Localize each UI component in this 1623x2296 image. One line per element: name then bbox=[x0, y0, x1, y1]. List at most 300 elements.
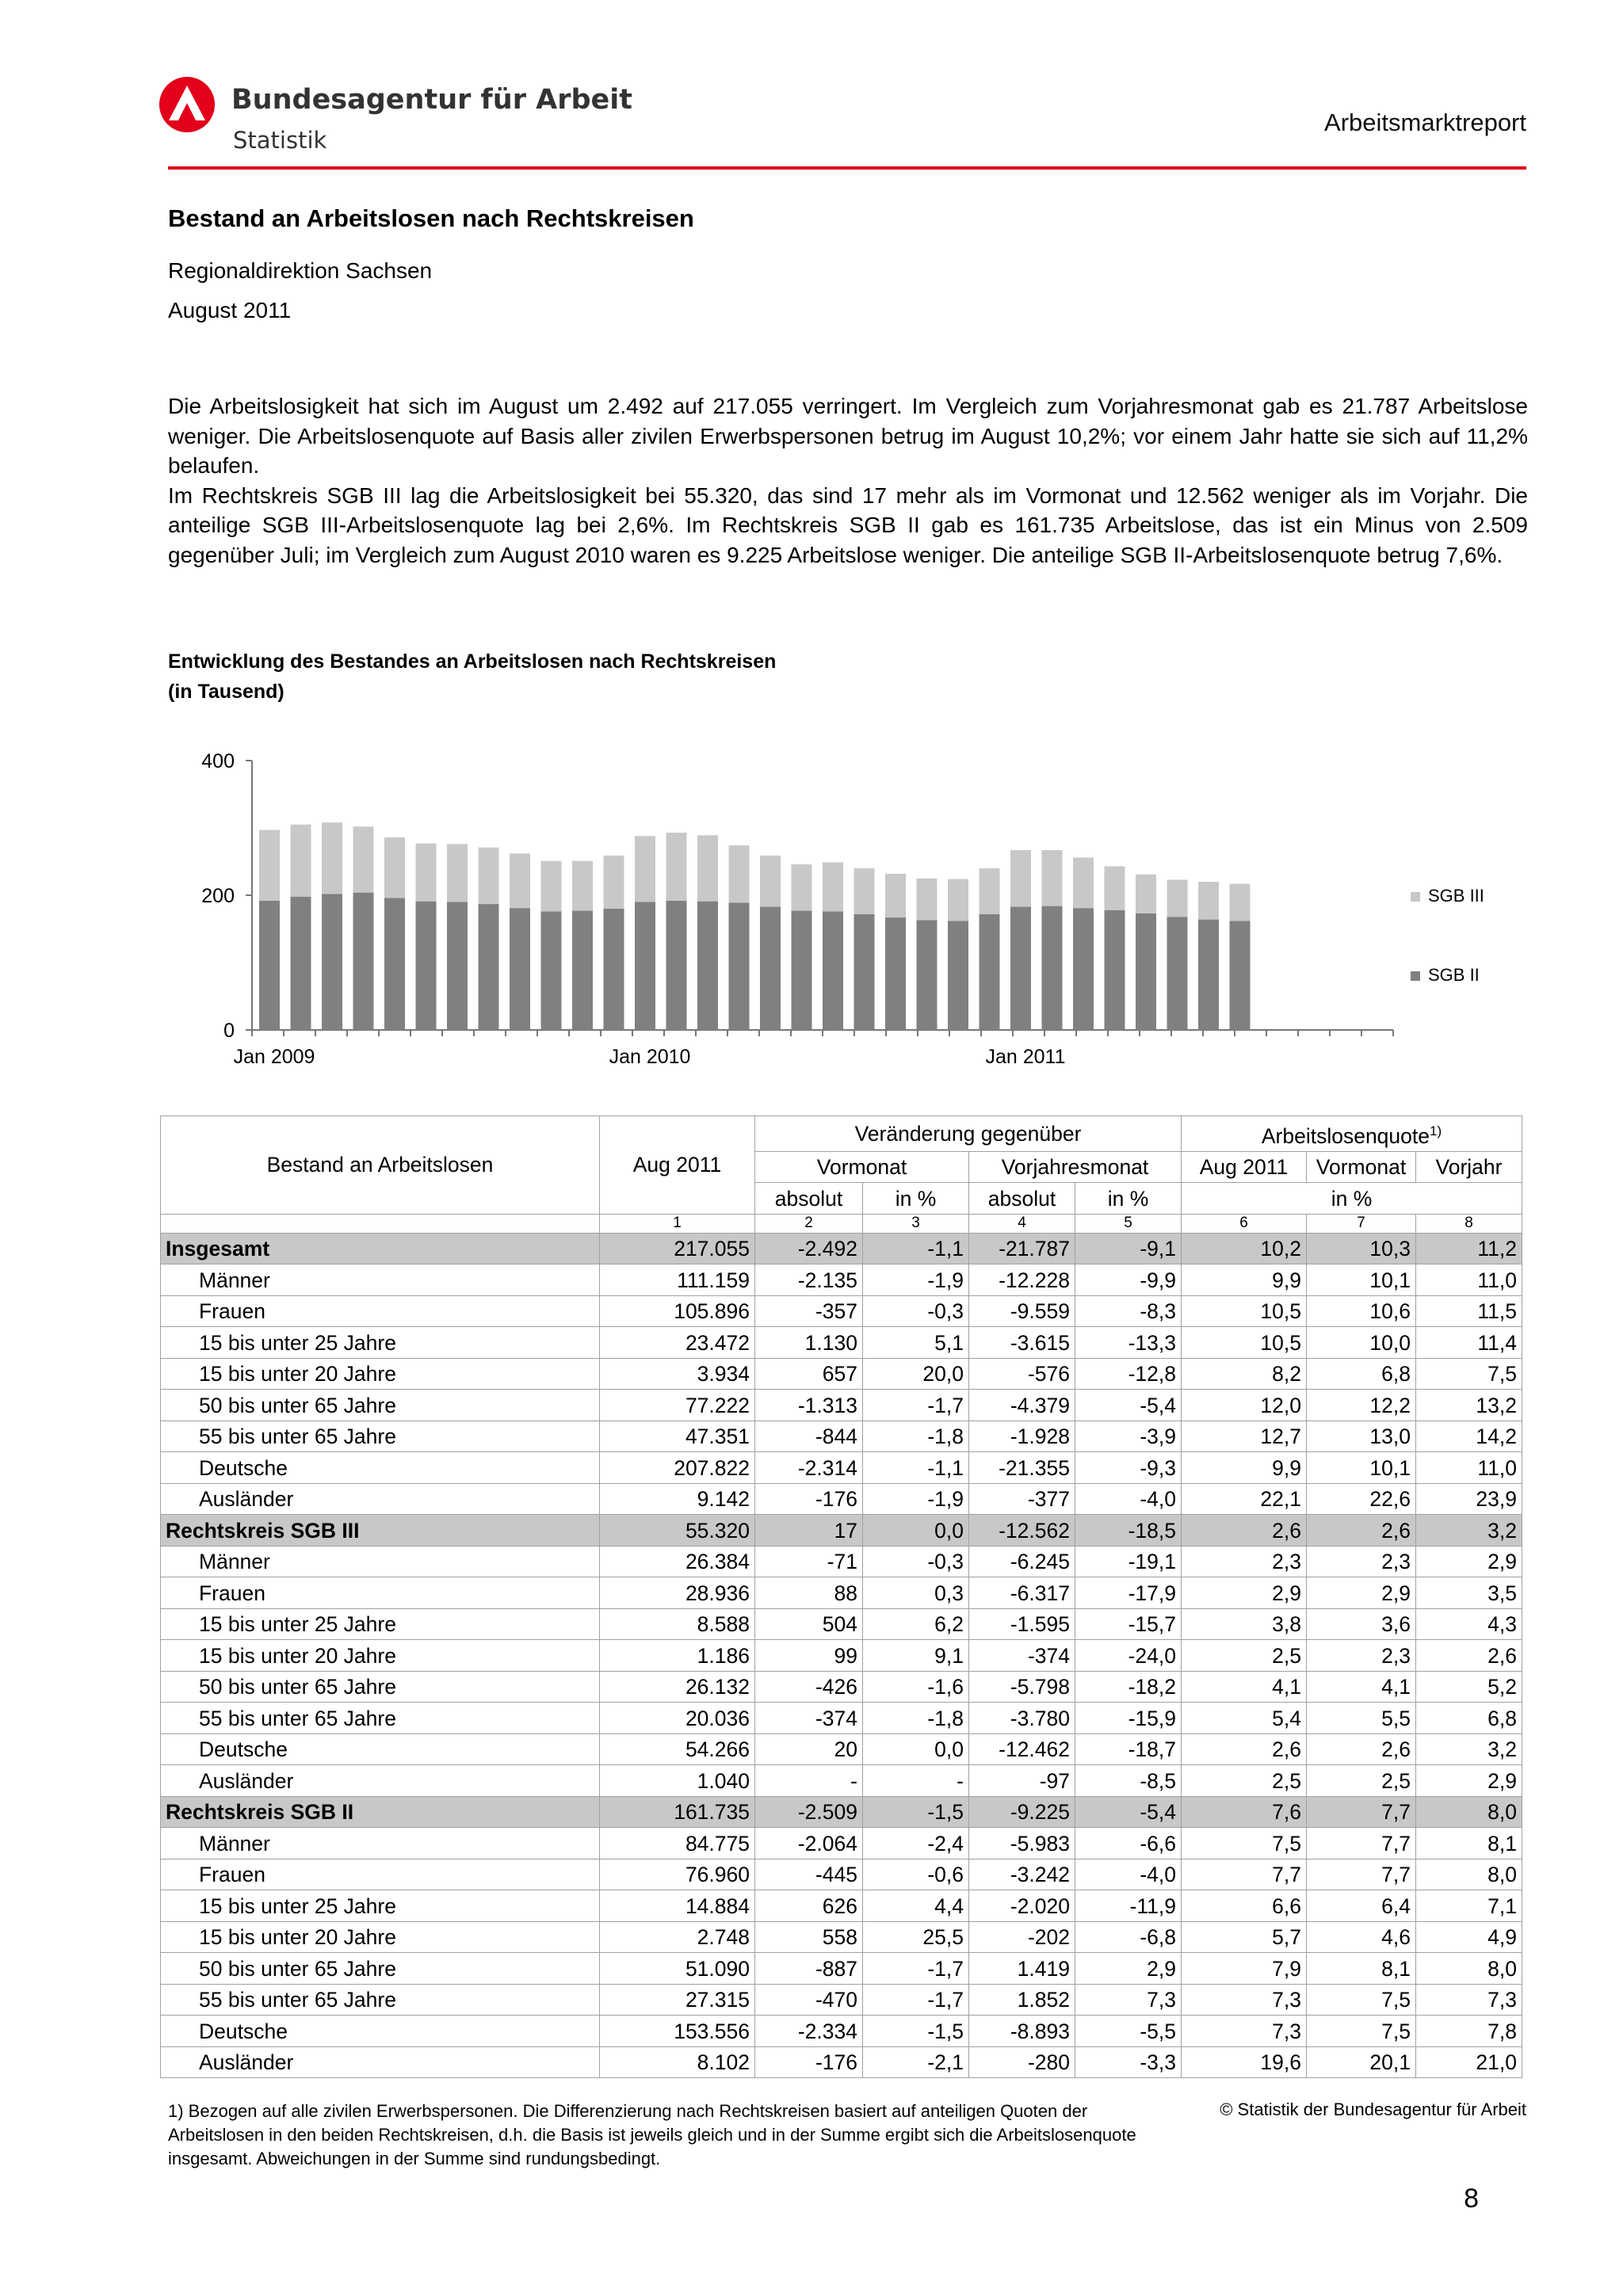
value-cell: -1,5 bbox=[863, 2016, 969, 2047]
value-cell: 7,7 bbox=[1307, 1859, 1416, 1890]
bar-sgb-ii bbox=[1198, 920, 1219, 1030]
value-cell: -18,7 bbox=[1075, 1733, 1182, 1765]
value-cell: 2,5 bbox=[1307, 1765, 1416, 1797]
value-cell: -2.135 bbox=[755, 1264, 863, 1296]
value-cell: 10,2 bbox=[1182, 1233, 1307, 1264]
value-cell: 12,0 bbox=[1182, 1390, 1307, 1421]
bar-sgb-iii bbox=[666, 833, 687, 901]
bar-sgb-ii bbox=[384, 898, 405, 1030]
value-cell: 9,1 bbox=[863, 1640, 969, 1672]
value-cell: 7,7 bbox=[1307, 1828, 1416, 1859]
summary-text bbox=[168, 391, 1528, 570]
section-row bbox=[161, 1796, 1522, 1828]
bar-sgb-iii bbox=[980, 868, 1000, 914]
bar-sgb-ii bbox=[666, 901, 687, 1030]
bar-sgb-ii bbox=[917, 920, 938, 1030]
value-cell: 657 bbox=[755, 1358, 863, 1390]
report-name: Arbeitsmarktreport bbox=[1324, 109, 1526, 136]
value-cell: 7,1 bbox=[1416, 1890, 1522, 1922]
row-label: Frauen bbox=[161, 1859, 600, 1890]
value-cell: 2,9 bbox=[1307, 1577, 1416, 1609]
value-cell: 2,9 bbox=[1075, 1953, 1182, 1985]
value-cell: -71 bbox=[755, 1546, 863, 1577]
table-row bbox=[161, 1733, 1522, 1765]
bar-sgb-ii bbox=[291, 897, 311, 1030]
header-absolut-2: absolut bbox=[969, 1183, 1075, 1215]
table-row bbox=[161, 1390, 1522, 1421]
bar-sgb-ii bbox=[1167, 917, 1188, 1030]
bar-sgb-iii bbox=[1167, 879, 1188, 917]
header-vorjahresmonat: Vorjahresmonat bbox=[969, 1151, 1182, 1183]
bar-sgb-ii bbox=[572, 911, 593, 1030]
value-cell: -176 bbox=[755, 1483, 863, 1515]
bar-sgb-iii bbox=[384, 837, 405, 898]
value-cell: 10,5 bbox=[1182, 1327, 1307, 1359]
value-cell: 7,9 bbox=[1182, 1953, 1307, 1985]
value-cell: 12,2 bbox=[1307, 1390, 1416, 1421]
header-in-pct-2: in % bbox=[1075, 1183, 1182, 1215]
row-label: Deutsche bbox=[161, 1452, 600, 1484]
value-cell: -1,8 bbox=[863, 1703, 969, 1734]
table-body bbox=[161, 1233, 1522, 2078]
header-absolut-1: absolut bbox=[755, 1183, 863, 1215]
value-cell: -6.317 bbox=[969, 1577, 1075, 1609]
table-row bbox=[161, 2016, 1522, 2047]
value-cell: 7,5 bbox=[1416, 1358, 1522, 1390]
value-cell: -5,4 bbox=[1075, 1796, 1182, 1828]
value-cell: 76.960 bbox=[600, 1859, 755, 1890]
value-cell: 1.419 bbox=[969, 1953, 1075, 1985]
value-cell: 2,6 bbox=[1182, 1733, 1307, 1765]
y-tick-label: 200 bbox=[201, 885, 235, 907]
value-cell: 3,2 bbox=[1416, 1733, 1522, 1765]
value-cell: 111.159 bbox=[600, 1264, 755, 1296]
value-cell: 23,9 bbox=[1416, 1483, 1522, 1515]
value-cell: -887 bbox=[755, 1953, 863, 1985]
legend-label-sgb-iii: SGB III bbox=[1428, 886, 1484, 906]
value-cell: 7,7 bbox=[1182, 1859, 1307, 1890]
row-label: 50 bis unter 65 Jahre bbox=[161, 1671, 600, 1703]
value-cell: 7,7 bbox=[1307, 1796, 1416, 1828]
value-cell: -1,1 bbox=[863, 1452, 969, 1484]
header-vormonat: Vormonat bbox=[755, 1151, 969, 1183]
value-cell: 19,6 bbox=[1182, 2046, 1307, 2078]
value-cell: 13,2 bbox=[1416, 1390, 1522, 1421]
value-cell: -24,0 bbox=[1075, 1640, 1182, 1672]
value-cell: 7,8 bbox=[1416, 2016, 1522, 2047]
section-row bbox=[161, 1515, 1522, 1547]
bar-sgb-ii bbox=[541, 911, 562, 1030]
value-cell: -1.595 bbox=[969, 1608, 1075, 1640]
value-cell: -426 bbox=[755, 1671, 863, 1703]
summary-paragraph-1: Die Arbeitslosigkeit hat sich im August um 2.492 auf 217.055 verringert. Im Vergleich zum Vorjahresmonat gab es 21.787 Arbeitslose weniger. Die Arbeitslosenquote auf Basis aller zivilen Erwerbspersonen betrug im August 10,2%; vor einem Jahr hatte sie sich auf 11,2% belaufen. bbox=[168, 394, 1528, 478]
value-cell: 6,8 bbox=[1307, 1358, 1416, 1390]
table-row bbox=[161, 1921, 1522, 1953]
value-cell: 5,7 bbox=[1182, 1921, 1307, 1953]
value-cell: 6,4 bbox=[1307, 1890, 1416, 1922]
value-cell: 88 bbox=[755, 1577, 863, 1609]
header-rate-vormonat: Vormonat bbox=[1307, 1151, 1416, 1183]
index-cell: 2 bbox=[755, 1214, 863, 1233]
row-label: Rechtskreis SGB III bbox=[161, 1515, 600, 1547]
bar-sgb-ii bbox=[1010, 906, 1031, 1030]
bar-sgb-ii bbox=[416, 902, 437, 1030]
bar-sgb-ii bbox=[792, 911, 812, 1030]
value-cell: -19,1 bbox=[1075, 1546, 1182, 1577]
value-cell: 2,9 bbox=[1416, 1765, 1522, 1797]
bar-sgb-ii bbox=[1073, 908, 1094, 1030]
value-cell: 7,3 bbox=[1182, 2016, 1307, 2047]
legend-swatch-sgb-ii bbox=[1411, 971, 1420, 981]
value-cell: 2,6 bbox=[1307, 1515, 1416, 1547]
value-cell: 0,0 bbox=[863, 1515, 969, 1547]
value-cell: 11,5 bbox=[1416, 1295, 1522, 1327]
value-cell: -2.492 bbox=[755, 1233, 863, 1264]
index-cell: 5 bbox=[1075, 1214, 1182, 1233]
value-cell: 2,9 bbox=[1416, 1546, 1522, 1577]
index-cell: 8 bbox=[1416, 1214, 1522, 1233]
value-cell: -1.313 bbox=[755, 1390, 863, 1421]
bar-sgb-iii bbox=[917, 879, 938, 921]
value-cell: 4,6 bbox=[1307, 1921, 1416, 1953]
value-cell: -11,9 bbox=[1075, 1890, 1182, 1922]
y-tick-label: 400 bbox=[201, 750, 235, 772]
value-cell: -3.780 bbox=[969, 1703, 1075, 1734]
value-cell: 20,0 bbox=[863, 1358, 969, 1390]
row-label: Deutsche bbox=[161, 2016, 600, 2047]
bar-sgb-ii bbox=[823, 911, 843, 1030]
value-cell: 1.130 bbox=[755, 1327, 863, 1359]
value-cell: 504 bbox=[755, 1608, 863, 1640]
x-tick-label: Jan 2009 bbox=[233, 1046, 315, 1068]
value-cell: -8.893 bbox=[969, 2016, 1075, 2047]
row-label: Deutsche bbox=[161, 1733, 600, 1765]
section-row bbox=[161, 1233, 1522, 1264]
row-label: 15 bis unter 20 Jahre bbox=[161, 1640, 600, 1672]
value-cell: 105.896 bbox=[600, 1295, 755, 1327]
header-row-label: Bestand an Arbeitslosen bbox=[161, 1116, 600, 1215]
value-cell: 54.266 bbox=[600, 1733, 755, 1765]
value-cell: -18,2 bbox=[1075, 1671, 1182, 1703]
bar-sgb-iii bbox=[604, 856, 624, 909]
value-cell: -17,9 bbox=[1075, 1577, 1182, 1609]
table-row bbox=[161, 1577, 1522, 1609]
value-cell: -8,3 bbox=[1075, 1295, 1182, 1327]
chart-title bbox=[168, 646, 776, 707]
row-label: Männer bbox=[161, 1264, 600, 1296]
header-rate-unit: in % bbox=[1182, 1183, 1522, 1215]
value-cell: -374 bbox=[969, 1640, 1075, 1672]
value-cell: 11,0 bbox=[1416, 1452, 1522, 1484]
value-cell: 8,1 bbox=[1307, 1953, 1416, 1985]
row-label: 15 bis unter 20 Jahre bbox=[161, 1921, 600, 1953]
bar-sgb-iii bbox=[322, 822, 342, 894]
row-label: Frauen bbox=[161, 1295, 600, 1327]
value-cell: -6.245 bbox=[969, 1546, 1075, 1577]
value-cell: 2,3 bbox=[1307, 1546, 1416, 1577]
row-label: 50 bis unter 65 Jahre bbox=[161, 1390, 600, 1421]
value-cell: 2,6 bbox=[1416, 1640, 1522, 1672]
bar-sgb-iii bbox=[1010, 850, 1031, 906]
row-label: 55 bis unter 65 Jahre bbox=[161, 1984, 600, 2016]
bar-sgb-ii bbox=[948, 921, 968, 1030]
legend-swatch-sgb-iii bbox=[1411, 892, 1420, 902]
value-cell: 9.142 bbox=[600, 1483, 755, 1515]
row-label: 15 bis unter 25 Jahre bbox=[161, 1327, 600, 1359]
summary-paragraph-2: Im Rechtskreis SGB III lag die Arbeitslosigkeit bei 55.320, das sind 17 mehr als im Vormonat und 12.562 weniger als im Vorjahr. Die anteilige SGB III-Arbeitslosenquote lag bei 2,6%. Im Rechtskreis SGB II gab es 161.735 Arbeitslose, das ist ein Minus von 2.509 gegenüber Juli; im Vergleich zum August 2010 waren es 9.225 Arbeitslose weniger. Die anteilige SGB II-Arbeitslosenquote betrug 7,6%. bbox=[168, 482, 1528, 567]
x-tick-label: Jan 2010 bbox=[609, 1046, 691, 1068]
index-cell: 6 bbox=[1182, 1214, 1307, 1233]
bar-sgb-ii bbox=[1230, 921, 1251, 1030]
bar-sgb-iii bbox=[823, 862, 843, 911]
value-cell: -12.462 bbox=[969, 1733, 1075, 1765]
bar-sgb-ii bbox=[353, 893, 374, 1030]
bar-sgb-ii bbox=[729, 902, 750, 1030]
value-cell: -2.509 bbox=[755, 1796, 863, 1828]
value-cell: 626 bbox=[755, 1890, 863, 1922]
value-cell: 0,3 bbox=[863, 1577, 969, 1609]
bar-sgb-iii bbox=[447, 844, 468, 902]
bar-sgb-ii bbox=[760, 906, 781, 1030]
value-cell: -1,7 bbox=[863, 1390, 969, 1421]
table-row bbox=[161, 1953, 1522, 1985]
value-cell: 77.222 bbox=[600, 1390, 755, 1421]
value-cell: -15,9 bbox=[1075, 1703, 1182, 1734]
row-label: Ausländer bbox=[161, 1483, 600, 1515]
index-cell: 3 bbox=[863, 1214, 969, 1233]
bar-sgb-iii bbox=[479, 848, 499, 904]
value-cell: 20 bbox=[755, 1733, 863, 1765]
value-cell: 23.472 bbox=[600, 1327, 755, 1359]
value-cell: -1,6 bbox=[863, 1671, 969, 1703]
value-cell: 2,6 bbox=[1182, 1515, 1307, 1547]
value-cell: 10,6 bbox=[1307, 1295, 1416, 1327]
table-row bbox=[161, 1295, 1522, 1327]
value-cell: 3,8 bbox=[1182, 1608, 1307, 1640]
value-cell: 20,1 bbox=[1307, 2046, 1416, 2078]
value-cell: -6,6 bbox=[1075, 1828, 1182, 1859]
value-cell: -2.334 bbox=[755, 2016, 863, 2047]
value-cell: 5,5 bbox=[1307, 1703, 1416, 1734]
row-label: Männer bbox=[161, 1828, 600, 1859]
value-cell: 84.775 bbox=[600, 1828, 755, 1859]
row-label: Ausländer bbox=[161, 1765, 600, 1797]
value-cell: -21.355 bbox=[969, 1452, 1075, 1484]
header-change: Veränderung gegenüber bbox=[755, 1116, 1182, 1152]
value-cell: 14.884 bbox=[600, 1890, 755, 1922]
value-cell: -176 bbox=[755, 2046, 863, 2078]
value-cell: 9,9 bbox=[1182, 1264, 1307, 1296]
value-cell: 8,0 bbox=[1416, 1859, 1522, 1890]
bar-sgb-iii bbox=[885, 874, 906, 917]
bar-sgb-ii bbox=[885, 917, 906, 1030]
value-cell: -844 bbox=[755, 1421, 863, 1452]
header-in-pct-1: in % bbox=[863, 1183, 969, 1215]
bar-sgb-ii bbox=[980, 914, 1000, 1030]
value-cell: 8,1 bbox=[1416, 1828, 1522, 1859]
value-cell: -1,9 bbox=[863, 1483, 969, 1515]
bar-sgb-iii bbox=[353, 826, 374, 892]
bar-sgb-ii bbox=[259, 901, 280, 1030]
value-cell: -1,9 bbox=[863, 1264, 969, 1296]
value-cell: 1.852 bbox=[969, 1984, 1075, 2016]
chart-title-line-1: Entwicklung des Bestandes an Arbeitslosen nach Rechtskreisen bbox=[168, 650, 777, 673]
bar-sgb-iii bbox=[1073, 857, 1094, 908]
value-cell: 217.055 bbox=[600, 1233, 755, 1264]
row-label: 55 bis unter 65 Jahre bbox=[161, 1703, 600, 1734]
row-label: 15 bis unter 25 Jahre bbox=[161, 1890, 600, 1922]
value-cell: 26.384 bbox=[600, 1546, 755, 1577]
value-cell: 51.090 bbox=[600, 1953, 755, 1985]
header-rate bbox=[1182, 1116, 1522, 1152]
row-label: 15 bis unter 20 Jahre bbox=[161, 1358, 600, 1390]
value-cell: 5,4 bbox=[1182, 1703, 1307, 1734]
value-cell: 207.822 bbox=[600, 1452, 755, 1484]
value-cell: -5,4 bbox=[1075, 1390, 1182, 1421]
value-cell: 10,5 bbox=[1182, 1295, 1307, 1327]
bar-sgb-iii bbox=[541, 861, 562, 912]
value-cell: -0,6 bbox=[863, 1859, 969, 1890]
value-cell: 8.588 bbox=[600, 1608, 755, 1640]
page-number: 8 bbox=[1464, 2183, 1479, 2214]
value-cell: 558 bbox=[755, 1921, 863, 1953]
value-cell: 22,6 bbox=[1307, 1483, 1416, 1515]
bar-sgb-iii bbox=[1105, 866, 1125, 910]
value-cell: -12.228 bbox=[969, 1264, 1075, 1296]
value-cell: 25,5 bbox=[863, 1921, 969, 1953]
bar-sgb-ii bbox=[1042, 906, 1063, 1030]
value-cell: -2,4 bbox=[863, 1828, 969, 1859]
period-label: August 2011 bbox=[168, 298, 292, 322]
value-cell: -2,1 bbox=[863, 2046, 969, 2078]
value-cell: 13,0 bbox=[1307, 1421, 1416, 1452]
bar-sgb-ii bbox=[447, 902, 468, 1031]
value-cell: -5,5 bbox=[1075, 2016, 1182, 2047]
value-cell: 153.556 bbox=[600, 2016, 755, 2047]
bar-sgb-iii bbox=[1198, 882, 1219, 920]
value-cell: 3,2 bbox=[1416, 1515, 1522, 1547]
value-cell: -3,3 bbox=[1075, 2046, 1182, 2078]
value-cell: 3,6 bbox=[1307, 1608, 1416, 1640]
brand-name: Bundesagentur für Arbeit bbox=[231, 84, 633, 116]
value-cell: 28.936 bbox=[600, 1577, 755, 1609]
table-row bbox=[161, 1421, 1522, 1452]
value-cell: 11,0 bbox=[1416, 1264, 1522, 1296]
value-cell: 6,8 bbox=[1416, 1703, 1522, 1734]
value-cell: -6,8 bbox=[1075, 1921, 1182, 1953]
value-cell: 11,4 bbox=[1416, 1327, 1522, 1359]
value-cell: - bbox=[755, 1765, 863, 1797]
table-row bbox=[161, 1640, 1522, 1672]
stacked-bar-chart bbox=[190, 737, 1537, 1070]
table-row bbox=[161, 1546, 1522, 1577]
value-cell: -9,9 bbox=[1075, 1264, 1182, 1296]
table-row bbox=[161, 1671, 1522, 1703]
bar-sgb-iii bbox=[635, 836, 655, 902]
value-cell: -3.242 bbox=[969, 1859, 1075, 1890]
bar-sgb-iii bbox=[760, 856, 781, 907]
value-cell: -15,7 bbox=[1075, 1608, 1182, 1640]
value-cell: 26.132 bbox=[600, 1671, 755, 1703]
value-cell: 1.186 bbox=[600, 1640, 755, 1672]
value-cell: - bbox=[863, 1765, 969, 1797]
table-row bbox=[161, 1608, 1522, 1640]
row-label: Rechtskreis SGB II bbox=[161, 1796, 600, 1828]
row-label: Ausländer bbox=[161, 2046, 600, 2078]
value-cell: 5,2 bbox=[1416, 1671, 1522, 1703]
value-cell: 7,5 bbox=[1307, 1984, 1416, 2016]
value-cell: 20.036 bbox=[600, 1703, 755, 1734]
bar-sgb-iii bbox=[854, 868, 875, 914]
header-rate-note: 1) bbox=[1430, 1123, 1442, 1138]
bar-sgb-ii bbox=[322, 894, 342, 1030]
bar-sgb-ii bbox=[1136, 913, 1156, 1030]
row-label: Insgesamt bbox=[161, 1233, 600, 1264]
value-cell: 8,2 bbox=[1182, 1358, 1307, 1390]
value-cell: -5.798 bbox=[969, 1671, 1075, 1703]
value-cell: 10,1 bbox=[1307, 1264, 1416, 1296]
value-cell: 22,1 bbox=[1182, 1483, 1307, 1515]
value-cell: 7,6 bbox=[1182, 1796, 1307, 1828]
table-row bbox=[161, 1890, 1522, 1922]
value-cell: 8.102 bbox=[600, 2046, 755, 2078]
brand-subtitle: Statistik bbox=[233, 127, 327, 154]
bar-sgb-ii bbox=[510, 908, 530, 1030]
value-cell: -9,3 bbox=[1075, 1452, 1182, 1484]
chart-title-line-2: (in Tausend) bbox=[168, 681, 285, 703]
value-cell: -9,1 bbox=[1075, 1233, 1182, 1264]
value-cell: 99 bbox=[755, 1640, 863, 1672]
value-cell: 3.934 bbox=[600, 1358, 755, 1390]
value-cell: 4,1 bbox=[1307, 1671, 1416, 1703]
value-cell: -3,9 bbox=[1075, 1421, 1182, 1452]
bar-sgb-ii bbox=[635, 902, 655, 1031]
value-cell: 0,0 bbox=[863, 1733, 969, 1765]
row-label: Männer bbox=[161, 1546, 600, 1577]
table-row bbox=[161, 1703, 1522, 1734]
bar-sgb-ii bbox=[854, 914, 875, 1030]
value-cell: -374 bbox=[755, 1703, 863, 1734]
y-tick-label: 0 bbox=[223, 1020, 235, 1042]
value-cell: 2,9 bbox=[1182, 1577, 1307, 1609]
value-cell: 6,2 bbox=[863, 1608, 969, 1640]
value-cell: -12,8 bbox=[1075, 1358, 1182, 1390]
table-row bbox=[161, 1483, 1522, 1515]
value-cell: -576 bbox=[969, 1358, 1075, 1390]
value-cell: 17 bbox=[755, 1515, 863, 1547]
value-cell: -4,0 bbox=[1075, 1859, 1182, 1890]
row-label: 50 bis unter 65 Jahre bbox=[161, 1953, 600, 1985]
header-rate-aug: Aug 2011 bbox=[1182, 1151, 1307, 1183]
value-cell: 7,3 bbox=[1416, 1984, 1522, 2016]
value-cell: -445 bbox=[755, 1859, 863, 1890]
value-cell: 3,5 bbox=[1416, 1577, 1522, 1609]
bar-sgb-iii bbox=[792, 864, 812, 911]
value-cell: -202 bbox=[969, 1921, 1075, 1953]
value-cell: -8,5 bbox=[1075, 1765, 1182, 1797]
value-cell: 6,6 bbox=[1182, 1890, 1307, 1922]
index-cell-empty bbox=[161, 1214, 600, 1233]
value-cell: 161.735 bbox=[600, 1796, 755, 1828]
table-row bbox=[161, 1327, 1522, 1359]
region-label: Regionaldirektion Sachsen bbox=[168, 258, 433, 283]
bar-sgb-iii bbox=[259, 830, 280, 901]
value-cell: 7,5 bbox=[1307, 2016, 1416, 2047]
value-cell: -13,3 bbox=[1075, 1327, 1182, 1359]
value-cell: -1.928 bbox=[969, 1421, 1075, 1452]
bar-sgb-iii bbox=[1042, 850, 1063, 906]
bar-sgb-iii bbox=[1136, 875, 1156, 913]
